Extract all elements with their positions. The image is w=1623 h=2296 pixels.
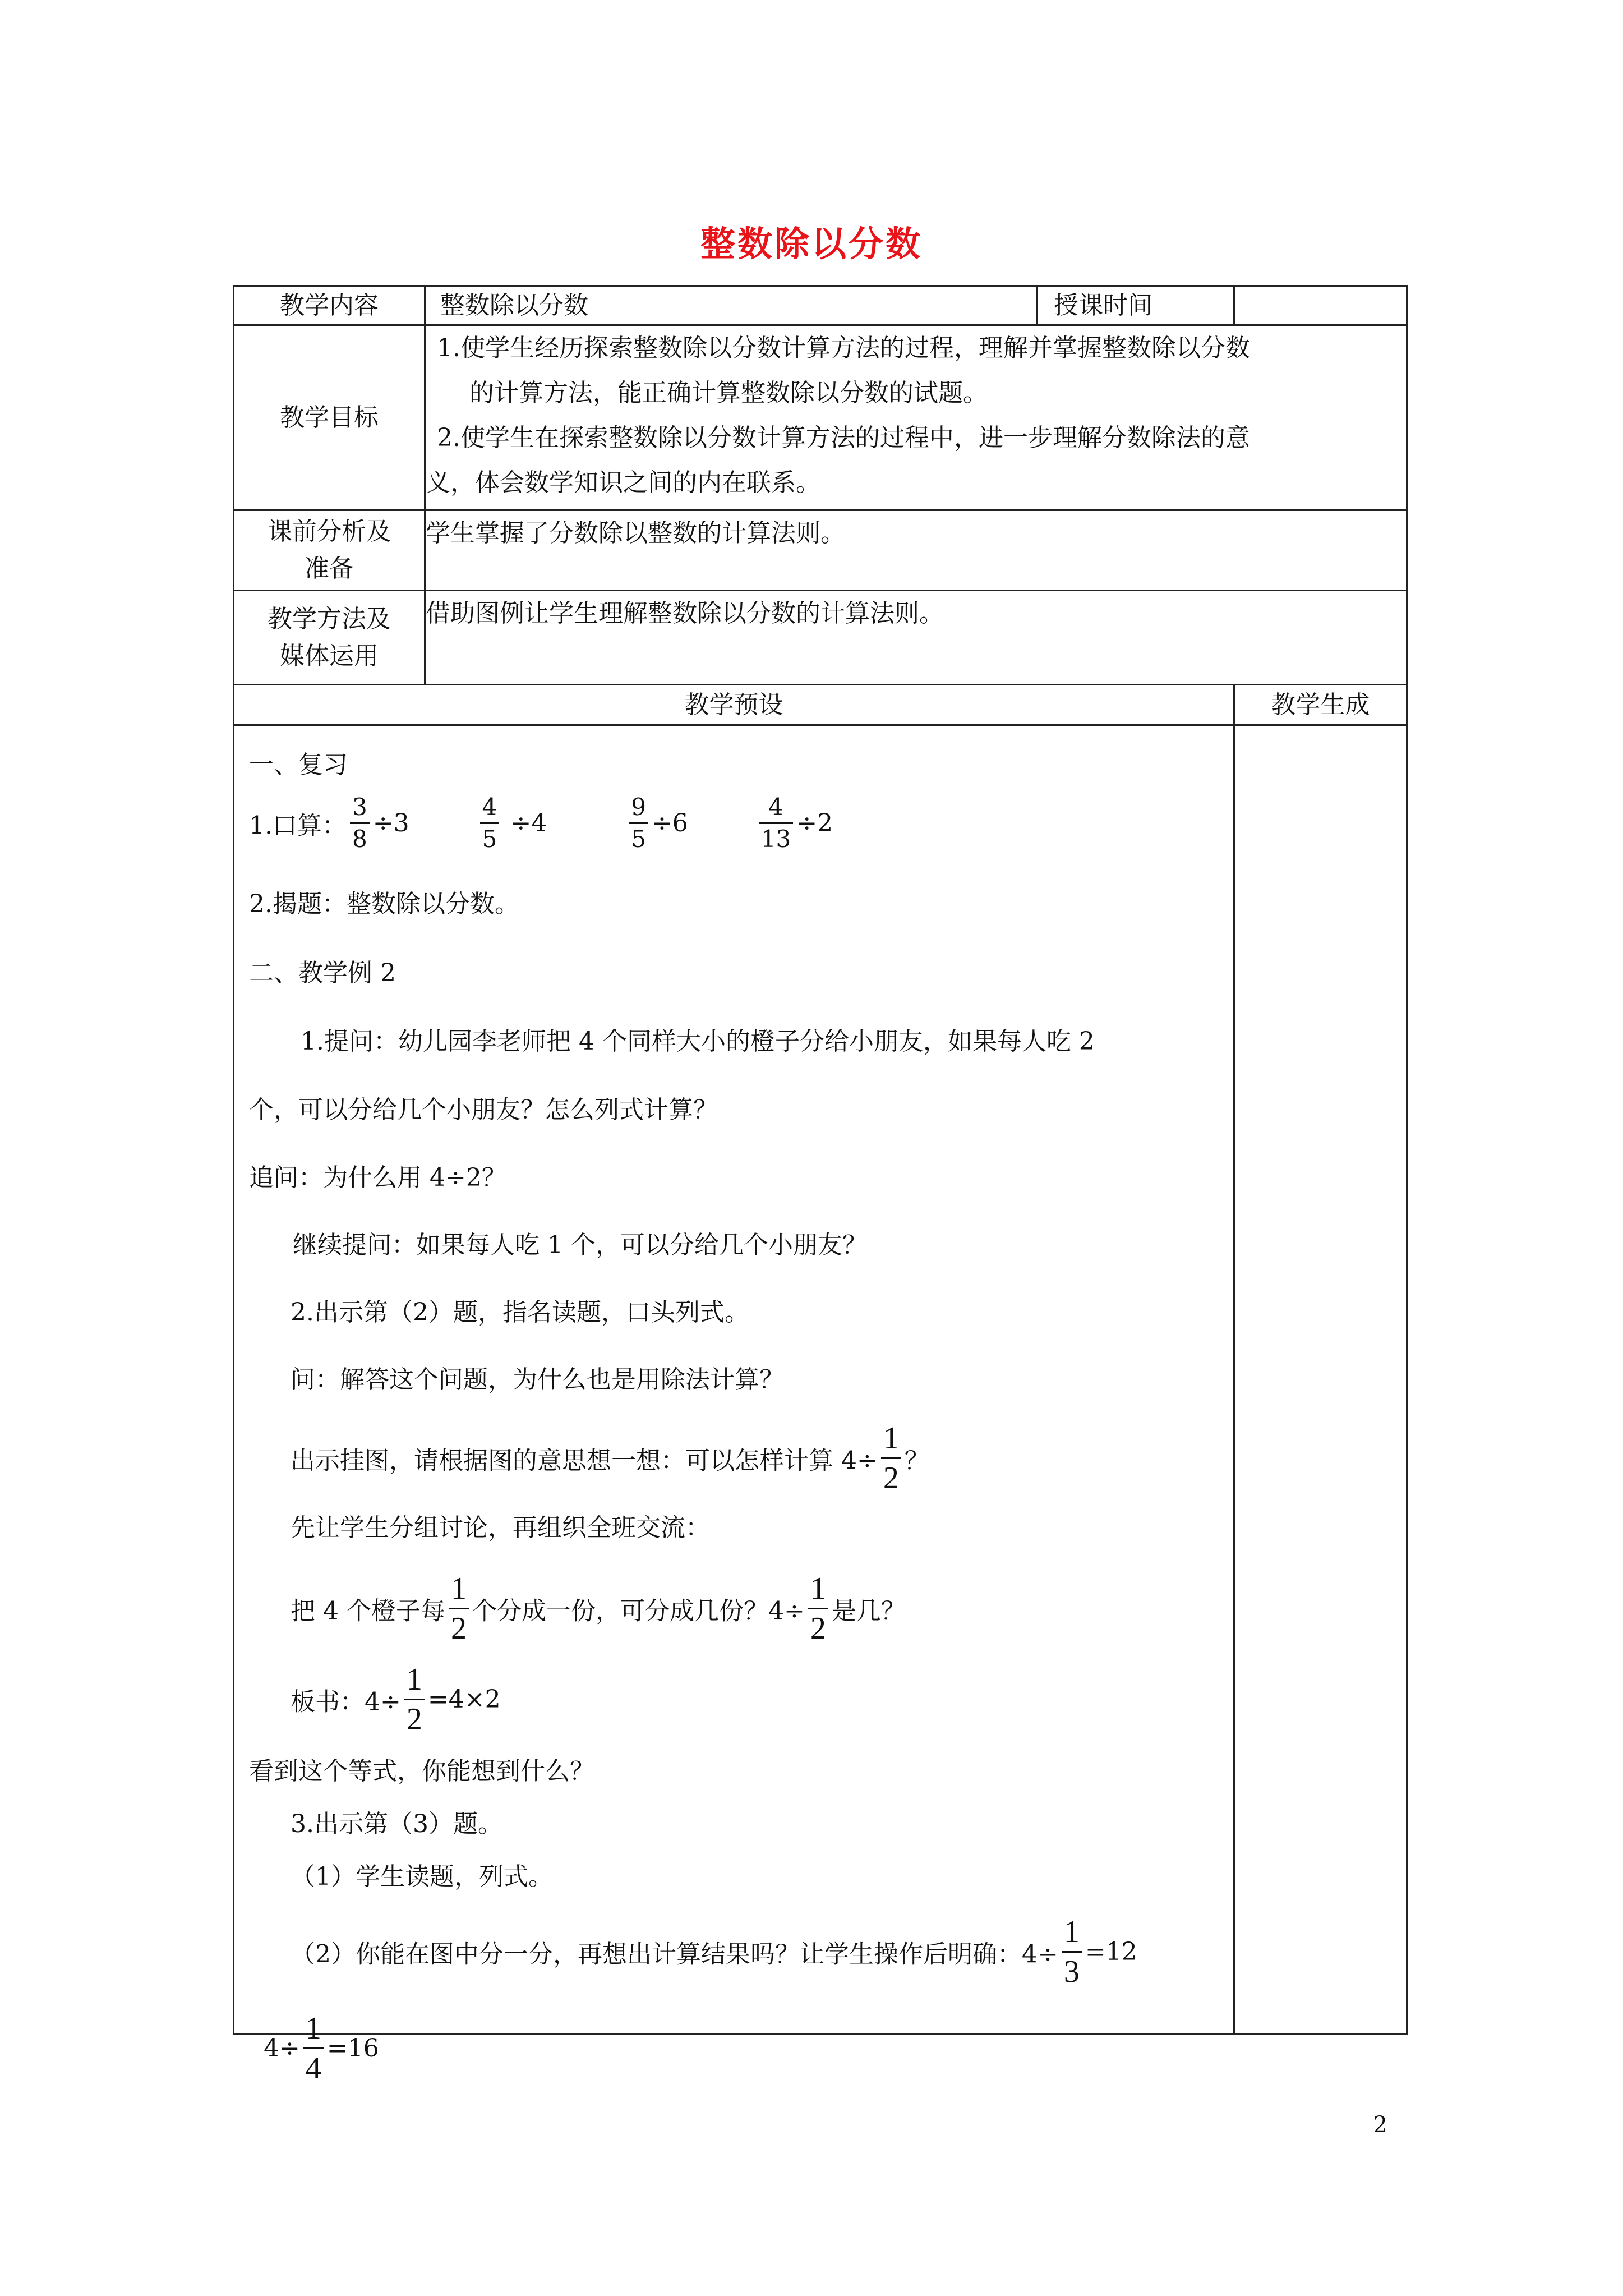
- method-text: 借助图例让学生理解整数除以分数的计算法则。: [425, 591, 1407, 685]
- continue-question: 继续提问：如果每人吃 1 个，可以分给几个小朋友？: [293, 1231, 867, 1259]
- goals-row: [234, 325, 1407, 510]
- lesson-plan-table: [233, 285, 1408, 2086]
- method-label-b: 媒体运用: [280, 641, 379, 670]
- oral-frac-1: $\frac{3}{8}$: [350, 795, 370, 851]
- goal-1a: 1.使学生经历探索整数除以分数计算方法的过程，理解并掌握整数除以分数: [437, 334, 1250, 362]
- oral-calc: [249, 795, 833, 851]
- method-row: [234, 591, 1407, 685]
- method-label-a: 教学方法及: [268, 604, 391, 633]
- question-3-2: [291, 1916, 1137, 1987]
- goals-label: 教学目标: [234, 325, 425, 510]
- prep-row: [234, 510, 1407, 591]
- goal-2a: 2.使学生在探索整数除以分数计算方法的过程中，进一步理解分数除法的意: [437, 424, 1250, 452]
- oral-frac-3: $\frac{9}{5}$: [629, 795, 648, 851]
- split-pre: 把 4 个橙子每: [291, 1596, 445, 1626]
- oral-op-4: ÷2: [796, 809, 833, 838]
- generated-header: 教学生成: [1234, 685, 1407, 725]
- time-value: [1234, 286, 1407, 325]
- goal-2b: 义，体会数学知识之间的内在联系。: [426, 468, 820, 497]
- show-pre: 出示挂图，请根据图的意思想一想：可以怎样计算 4÷: [291, 1446, 878, 1475]
- show-frac: $\frac{1}{2}$: [881, 1423, 901, 1494]
- preset-header: 教学预设: [234, 685, 1234, 725]
- think-line: 看到这个等式，你能想到什么？: [249, 1757, 594, 1786]
- discuss-line: 先让学生分组讨论，再组织全班交流：: [291, 1513, 710, 1542]
- question-1b: 个，可以分给几个小朋友？怎么列式计算？: [249, 1096, 718, 1124]
- split-frac-1: $\frac{1}{2}$: [449, 1573, 469, 1644]
- prep-label-b: 准备: [305, 554, 354, 583]
- topic-line: 2.揭题：整数除以分数。: [249, 890, 519, 918]
- show-line: [291, 1423, 929, 1494]
- last-pre: 4÷: [264, 2034, 300, 2063]
- goal-1b: 的计算方法，能正确计算整数除以分数的试题。: [469, 379, 988, 407]
- followup-line: 追问：为什么用 4÷2？: [249, 1163, 506, 1192]
- prep-label: [234, 510, 425, 591]
- board-line: [291, 1664, 501, 1735]
- split-post: 是几？: [831, 1596, 906, 1626]
- body-row: [234, 725, 1407, 2035]
- preset-content: [234, 725, 1234, 2086]
- q3-2-pre: （2）你能在图中分一分，再想出计算结果吗？让学生操作后明确：4÷: [291, 1940, 1058, 1969]
- goals-text: [425, 325, 1407, 510]
- question-2: 2.出示第（2）题，指名读题，口头列式。: [291, 1298, 749, 1327]
- review-heading: 一、复习: [249, 751, 348, 779]
- content-value: 整数除以分数: [425, 286, 1038, 325]
- oral-op-2: ÷4: [510, 809, 547, 838]
- content-label: 教学内容: [234, 286, 425, 325]
- board-post: =4×2: [427, 1685, 501, 1714]
- last-post: =16: [326, 2034, 379, 2063]
- oral-prefix: 1.口算：: [249, 811, 347, 840]
- method-label: [234, 591, 425, 685]
- split-frac-2: $\frac{1}{2}$: [808, 1573, 828, 1644]
- columns-row: [234, 685, 1407, 725]
- board-pre: 板书：4÷: [291, 1687, 401, 1717]
- quarter-frac: $\frac{1}{4}$: [303, 2013, 324, 2084]
- question-3: 3.出示第（3）题。: [291, 1810, 502, 1838]
- question-3-1: （1）学生读题，列式。: [291, 1862, 553, 1891]
- page-number: 2: [1373, 2112, 1387, 2138]
- q3-2-post: =12: [1085, 1938, 1137, 1966]
- page-title: 整数除以分数: [700, 223, 923, 264]
- split-line: [291, 1573, 906, 1644]
- board-frac: $\frac{1}{2}$: [404, 1664, 425, 1735]
- ask-line: 问：解答这个问题，为什么也是用除法计算？: [291, 1365, 784, 1394]
- example-heading: 二、教学例 2: [249, 959, 396, 987]
- oral-frac-4: $\frac{4}{13}$: [759, 795, 793, 851]
- prep-label-a: 课前分析及: [268, 517, 391, 546]
- prep-text: 学生掌握了分数除以整数的计算法则。: [425, 510, 1407, 591]
- generated-content: [1234, 725, 1407, 2035]
- oral-frac-2: $\frac{4}{5}$: [480, 795, 500, 851]
- third-frac: $\frac{1}{3}$: [1062, 1916, 1082, 1987]
- oral-op-3: ÷6: [651, 809, 688, 838]
- time-label: 授课时间: [1038, 286, 1234, 325]
- quarter-line: [264, 2013, 379, 2084]
- oral-op-1: ÷3: [372, 809, 409, 838]
- header-row: [234, 286, 1407, 325]
- split-mid: 个分成一份，可分成几份？4÷: [472, 1596, 805, 1626]
- question-1a: 1.提问：幼儿园李老师把 4 个同样大小的橙子分给小朋友，如果每人吃 2: [301, 1027, 1095, 1056]
- show-post: ？: [904, 1446, 929, 1475]
